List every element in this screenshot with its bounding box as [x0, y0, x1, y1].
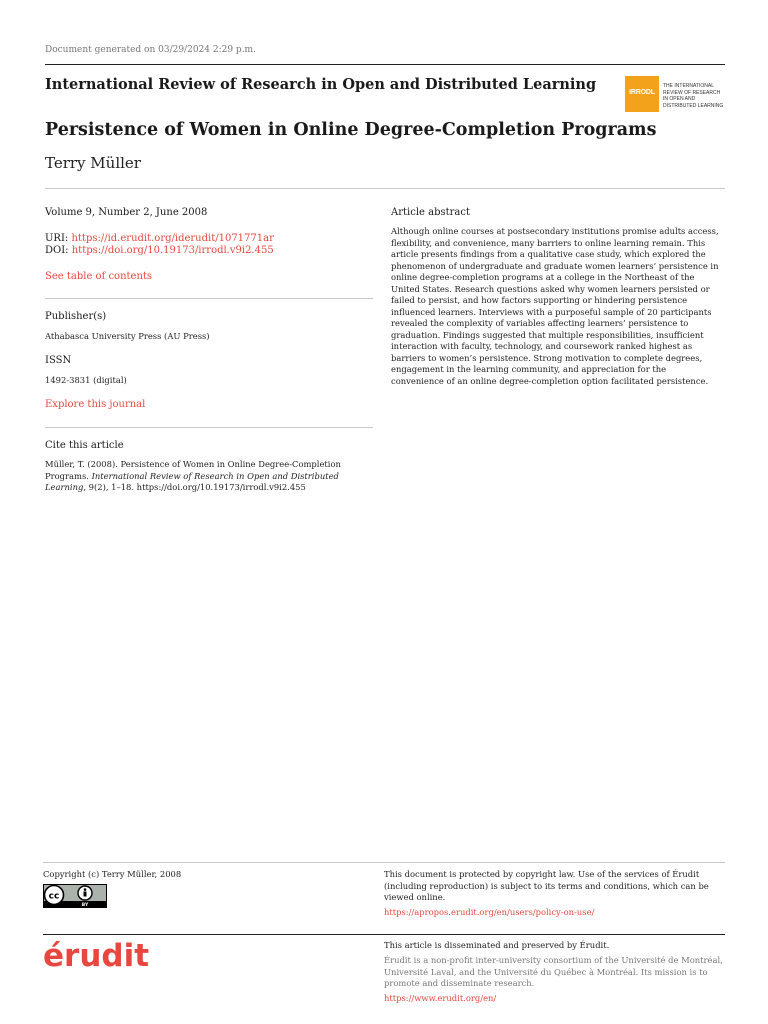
explore-journal-link[interactable]: Explore this journal — [45, 399, 146, 410]
footer-divider — [43, 862, 725, 863]
irrodl-logo-caption: THE INTERNATIONAL REVIEW OF RESEARCH IN OPEN AND DISTRIBUTED LEARNING — [663, 83, 724, 109]
cc-by-text: BY — [81, 903, 89, 908]
uri-link[interactable]: https://id.erudit.org/iderudit/1071771ar — [71, 233, 274, 244]
copyright-protection-notice: This document is protected by copyright law. Use of the services of Érudit (including reproduction) is subject to its terms and conditions, which can be viewed online. — [384, 869, 709, 902]
dissemination-notice: This article is disseminated and preserved by Érudit. — [384, 940, 610, 950]
doi-label: DOI: — [45, 245, 69, 256]
issn-label: ISSN — [45, 355, 72, 366]
cite-label: Cite this article — [45, 440, 124, 451]
irrodl-logo — [625, 76, 725, 112]
issn-value: 1492-3831 (digital) — [45, 375, 127, 385]
abstract-text: Although online courses at postsecondary institutions promise adults access, flexibility, and convenience, many barriers to online learning remain. This article presents findings from a qualitative case study, which explored the phenomenon of undergraduate and graduate women learners’ persistence in online degree-completion programs at a college in the Northeast of the United States. Research questions asked why women learners persisted or failed to persist, and how factors supporting or hindering persistence influenced learners. Interviews with a purposeful sample of 20 participants revealed the complexity of variables affecting learners’ persistence to graduation. Findings suggested that multiple responsibilities, insufficient interaction with faculty, technology, and coursework ranked highest as barriers to women’s persistence. Strong motivation to complete degrees, engagement in the learning community, and appreciation for the convenience of an online degree-completion option facilitated persistence. — [391, 226, 719, 386]
divider — [45, 427, 373, 428]
divider — [45, 298, 373, 299]
article-author: Terry Müller — [45, 154, 141, 172]
citation-part: Müller, T. (2008). Persistence of Women in Online Degree-Completion Programs. — [45, 459, 341, 481]
svg-text:cc: cc — [48, 891, 60, 902]
footer-rule — [43, 934, 725, 935]
doi-link[interactable]: https://doi.org/10.19173/irrodl.v9i2.455 — [71, 245, 274, 256]
uri-label: URI: — [45, 233, 69, 244]
citation-journal: International Review of Research in Open and Distributed Learning — [45, 470, 339, 492]
copyright-text: Copyright (c) Terry Müller, 2008 — [43, 869, 182, 879]
divider — [45, 188, 725, 189]
doi-line — [45, 245, 274, 256]
uri-line — [45, 233, 274, 244]
volume-info: Volume 9, Number 2, June 2008 — [45, 207, 208, 218]
citation-part: , 9(2), 1–18. https://doi.org/10.19173/irrodl.v9i2.455 — [83, 482, 306, 492]
generated-date: Document generated on 03/29/2024 2:29 p.m. — [45, 45, 256, 55]
erudit-description: Érudit is a non-profit inter-university consortium of the Université de Montréal, Université Laval, and the Université du Québec à Montréal. Its mission is to promote and disseminate research. — [384, 955, 723, 988]
journal-title: International Review of Research in Open and Distributed Learning — [45, 76, 597, 93]
citation-text — [45, 459, 373, 494]
publisher-label: Publisher(s) — [45, 311, 107, 322]
policy-link[interactable]: https://apropos.erudit.org/en/users/policy-on-use/ — [384, 907, 595, 917]
abstract-label: Article abstract — [391, 207, 470, 218]
header-rule — [45, 64, 725, 65]
article-title: Persistence of Women in Online Degree-Completion Programs — [45, 120, 657, 140]
table-of-contents-link[interactable]: See table of contents — [45, 271, 153, 282]
erudit-website-link[interactable]: https://www.erudit.org/en/ — [384, 993, 497, 1003]
irrodl-logo-mark — [625, 76, 659, 112]
irrodl-logo-text: IRRODL — [629, 89, 655, 96]
cc-by-license-icon[interactable] — [43, 884, 107, 908]
erudit-logo[interactable]: érudit — [43, 938, 150, 974]
publisher-value: Athabasca University Press (AU Press) — [45, 331, 210, 341]
